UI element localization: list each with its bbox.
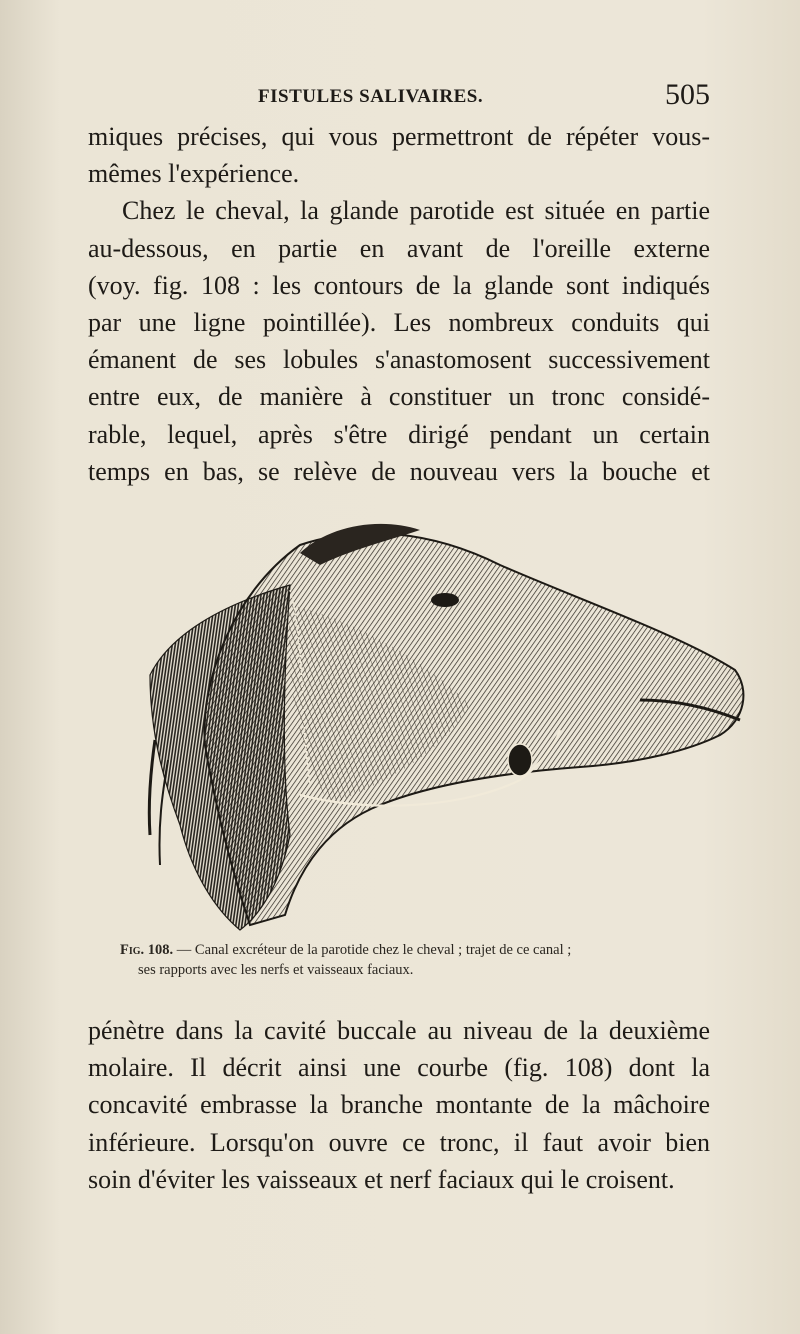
figure-label: Fig. 108.: [120, 942, 174, 958]
text-line: au-dessous, en partie en avant de l'oreille externe: [88, 233, 710, 263]
text-line: concavité embrasse la branche montante de la mâchoire: [88, 1090, 710, 1120]
figure-caption: [120, 940, 680, 980]
text-line: (voy. fig. 108 : les contours de la glande sont indiqués: [88, 270, 710, 300]
text-line: rable, lequel, après s'être dirigé pendant un certain: [88, 419, 710, 449]
running-title: FISTULES SALIVAIRES.: [258, 86, 484, 107]
page-number: 505: [665, 78, 710, 111]
text-line: molaire. Il décrit ainsi une courbe (fig. 108) dont la: [88, 1053, 710, 1083]
horse-head-engraving: [0, 505, 760, 935]
text-line: soin d'éviter les vaisseaux et nerf faciaux qui le croisent.: [88, 1164, 675, 1194]
neck-line: [149, 740, 155, 835]
text-line: par une ligne pointillée). Les nombreux conduits qui: [88, 308, 710, 338]
page-header: [88, 78, 710, 112]
caption-text-1: — Canal excréteur de la parotide chez le cheval ; trajet de ce canal ;: [173, 942, 572, 958]
text-line: entre eux, de manière à constituer un tronc considé-: [88, 382, 710, 412]
text-line: miques précises, qui vous permettront de répéter vous-: [88, 122, 710, 151]
text-line: Chez le cheval, la glande parotide est située en partie: [122, 196, 710, 226]
text-line: pénètre dans la cavité buccale au niveau de la deuxième: [88, 1016, 710, 1045]
text-line: inférieure. Lorsqu'on ouvre ce tronc, il faut avoir bien: [88, 1127, 710, 1157]
text-line: émanent de ses lobules s'anastomosent successivement: [88, 345, 710, 375]
text-line: temps en bas, se relève de nouveau vers la bouche et: [88, 456, 710, 486]
eye-shape: [431, 593, 459, 607]
caption-line-2: ses rapports avec les nerfs et vaisseaux faciaux.: [138, 962, 414, 978]
body-text-bottom: [88, 1012, 710, 1198]
mane-shape: [150, 585, 290, 930]
caption-line-1: [120, 942, 571, 958]
duct-ending: [508, 744, 532, 776]
body-text-top: [88, 118, 710, 490]
text-line: mêmes l'expérience.: [88, 159, 300, 189]
